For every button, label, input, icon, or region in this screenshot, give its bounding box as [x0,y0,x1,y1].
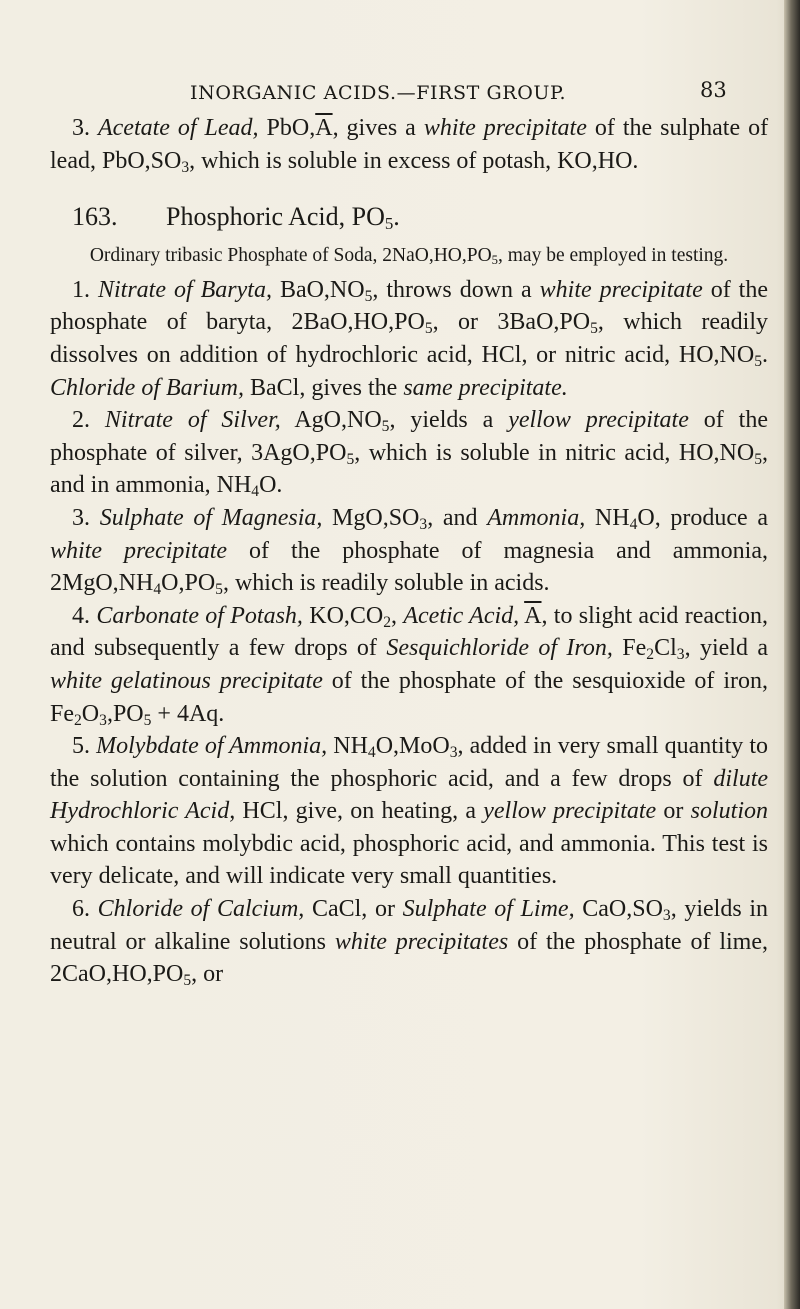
section-note: Ordinary tribasic Phosphate of Soda, $2NaO,HO,PO_5$, may be employed in testing. [89,244,729,267]
acetic-symbol: $\overline{A}$ [524,602,542,629]
paragraph-1-nitrate-of-baryta: 1. Nitrate of Baryta, $BaO,NO_5$, throws down a white precipitate of the phosphate of baryta, $2BaO,HO,PO_5$, or $3BaO,PO_5$, which readily dissolves on addition of hydrochloric acid, HCl, or nitric acid, $HO,NO_5$. Chloride of Barium, BaCl, gives the same precipitate. [50,276,768,401]
reagent-name: Carbonate of Potash, [96,602,303,629]
section-title: Phosphoric Acid, $PO_5$. [166,202,400,234]
result-text: white gelatinous precipitate [50,667,323,694]
reagent-name: Ammonia, [487,504,586,531]
reagent-name: Sulphate of Magnesia, [99,504,323,531]
section-number: 163. [72,202,118,232]
reagent-name: Nitrate of Baryta, [97,276,272,303]
reagent-name: Chloride of Barium, [50,374,245,401]
page-number: 83 [700,78,727,102]
result-text: same precipitate. [403,374,568,401]
result-text: white precipitate [539,276,703,303]
book-spine-shadow [784,0,800,1309]
paragraph-6-chloride-of-calcium: 6. Chloride of Calcium, CaCl, or Sulphate of Lime, $CaO,SO_3$, yields in neutral or alkaline solutions white precipitates of the phosphate of lime, $2CaO,HO,PO_5$, or [50,896,769,990]
result-text: white precipitate [50,537,228,564]
text-body [50,110,768,991]
result-text: solution [690,798,769,825]
section-heading [72,201,768,234]
acetic-symbol: $\overline{A}$ [315,115,333,141]
result-text: yellow precipitate [483,798,657,825]
paragraph-4-carbonate-of-potash: 4. Carbonate of Potash, $KO,CO_2$, Acetic Acid, $\overline{A}$, to slight acid reaction, and subsequently a few drops of Sesquichloride of Iron, $Fe_2Cl_3$, yield a white gelatinous precipitate of the phosphate of the sesquioxide of iron, $Fe_2O_3,PO_5 + 4Aq$. [50,602,769,729]
paragraph-5-molybdate-of-ammonia: 5. Molybdate of Ammonia, $NH_4O,MoO_3$, added in very small quantity to the solution containing the phosphoric acid, and a few drops of dilute Hydrochloric Acid, HCl, give, on heating, a yellow precipitate or solution which contains molybdic acid, phosphoric acid, and ammonia. This test is very delicate, and will indicate very small quantities. [50,733,769,890]
paragraph-2-nitrate-of-silver: 2. Nitrate of Silver, $AgO,NO_5$, yields a yellow precipitate of the phosphate of silver, $3AgO,PO_5$, which is soluble in nitric acid, $HO,NO_5$, and in ammonia, $NH_4O$. [50,407,769,501]
paragraph-3-sulphate-of-magnesia: 3. Sulphate of Magnesia, $MgO,SO_3$, and Ammonia, $NH_4O$, produce a white precipitate of the phosphate of magnesia and ammonia, $2MgO,NH_4O,PO_5$, which is readily soluble in acids. [50,504,769,599]
running-head: INORGANIC ACIDS.—FIRST GROUP. [190,82,567,104]
reagent-name: Acetate of Lead, [97,115,259,141]
result-text: white precipitate [423,115,587,141]
paragraph-acetate-of-lead: 3. Acetate of Lead, $PbO,\overline{A}$, gives a white precipitate of the sulphate of lead, $PbO,SO_3$, which is soluble in excess of potash, KO,HO. [50,115,769,176]
reagent-name: Sesquichloride of Iron, [386,635,613,662]
reagent-name: Acetic Acid, [403,602,520,629]
item-number: 3. [72,115,90,141]
reagent-name: Chloride of Calcium, [97,896,305,923]
result-text: white precipitates [334,928,509,955]
reagent-name: Nitrate of Silver, [104,407,281,434]
reagent-name: Sulphate of Lime, [402,896,575,923]
result-text: yellow precipitate [508,407,689,434]
reagent-name: Molybdate of Ammonia, [96,733,328,760]
reagent-name: dilute Hydrochloric Acid, [50,765,769,825]
